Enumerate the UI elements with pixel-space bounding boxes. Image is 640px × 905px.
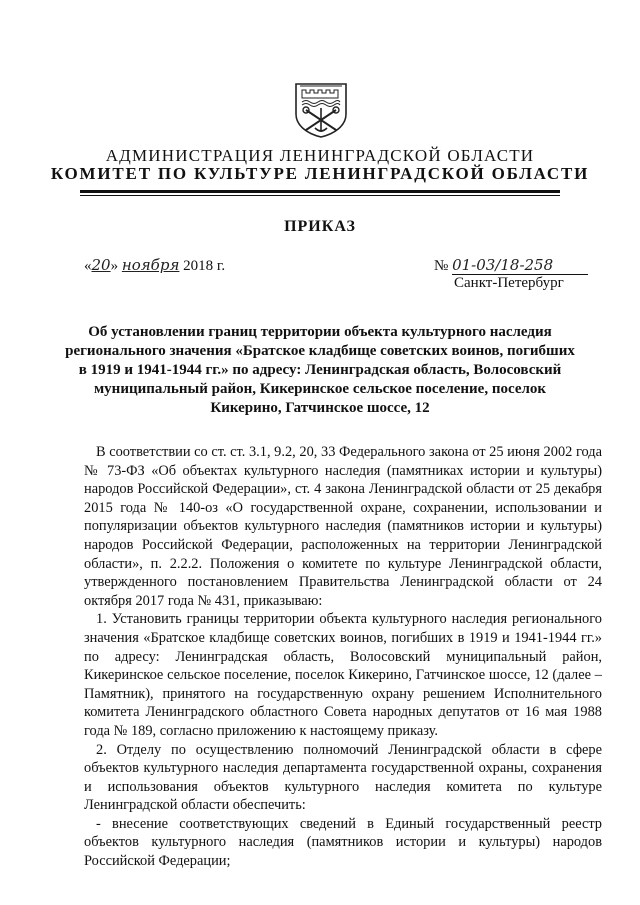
order-number bbox=[434, 256, 588, 275]
coat-of-arms-icon bbox=[288, 80, 354, 138]
order-date bbox=[84, 256, 225, 275]
item-2-paragraph: 2. Отделу по осуществлению полномочий Ленинградской области в сфере объектов культурного наследия департамента государственной охраны, сохранения и использования объектов культурного наследия комитета по культуре Ленинградской области обеспечить: bbox=[84, 741, 602, 814]
preamble-paragraph: В соответствии со ст. ст. 3.1, 9.2, 20, 33 Федерального закона от 25 июня 2002 года № 73-ФЗ «Об объектах культурного наследия (памятниках истории и культуры) народов Российской Федерации», ст. 4 закона Ленинградской области от 25 декабря 2015 года № 140-оз «О государственной охране, сохранении, использовании и популяризации объектов культурного наследия (памятников истории и культуры) народов Российской Федерации, расположенных на территории Ленинградской области», п. 2.2.2. Положения о комитете по культуре Ленинградской области, утвержденного постановлением Правительства Ленинградской области от 24 октября 2017 года № 431, приказываю: bbox=[84, 444, 602, 609]
order-heading: Об установлении границ территории объекта культурного наследия регионального значения «Братское кладбище советских воинов, погибших в 1919 и 1941-1944 гг.» по адресу: Ленинградская область, Волосовский муниципальный район, Кикеринское сельское поселение, поселок Кикерино, Гатчинское шоссе, 12 bbox=[65, 324, 575, 416]
header-divider-thick bbox=[80, 190, 560, 193]
administration-title: АДМИНИСТРАЦИЯ ЛЕНИНГРАДСКОЙ ОБЛАСТИ bbox=[105, 146, 535, 165]
order-title: ПРИКАЗ bbox=[284, 218, 356, 235]
order-city: Санкт-Петербург bbox=[454, 275, 564, 291]
date-close-quote: » bbox=[110, 258, 119, 274]
item-2-sub-1-paragraph: - внесение соответствующих сведений в Единый государственный реестр объектов культурного наследия (памятников истории и культуры) народов Российской Федерации; bbox=[84, 815, 602, 870]
date-month: ноября bbox=[121, 256, 180, 274]
number-value: 01-03/18-258 bbox=[452, 256, 588, 275]
committee-title: КОМИТЕТ ПО КУЛЬТУРЕ ЛЕНИНГРАДСКОЙ ОБЛАСТИ bbox=[50, 164, 590, 183]
date-open-quote: « bbox=[84, 258, 92, 274]
date-day: 20 bbox=[91, 256, 111, 274]
item-1-paragraph: 1. Установить границы территории объекта культурного наследия регионального значения «Братское кладбище советских воинов, погибших в 1919 и 1941-1944 гг.» по адресу: Ленинградская область, Волосовский муниципальный район, Кикеринское сельское поселение, поселок Кикерино, Гатчинское шоссе, 12 (далее – Памятник), принятого на государственную охрану решением Исполнительного комитета Ленинградского областного Совета народных депутатов от 16 мая 1988 года № 189, согласно приложению к настоящему приказу. bbox=[84, 611, 602, 739]
date-year: 2018 г. bbox=[183, 258, 226, 274]
header-divider-thin bbox=[80, 195, 560, 196]
number-prefix: № bbox=[434, 258, 449, 274]
order-body bbox=[84, 443, 602, 871]
